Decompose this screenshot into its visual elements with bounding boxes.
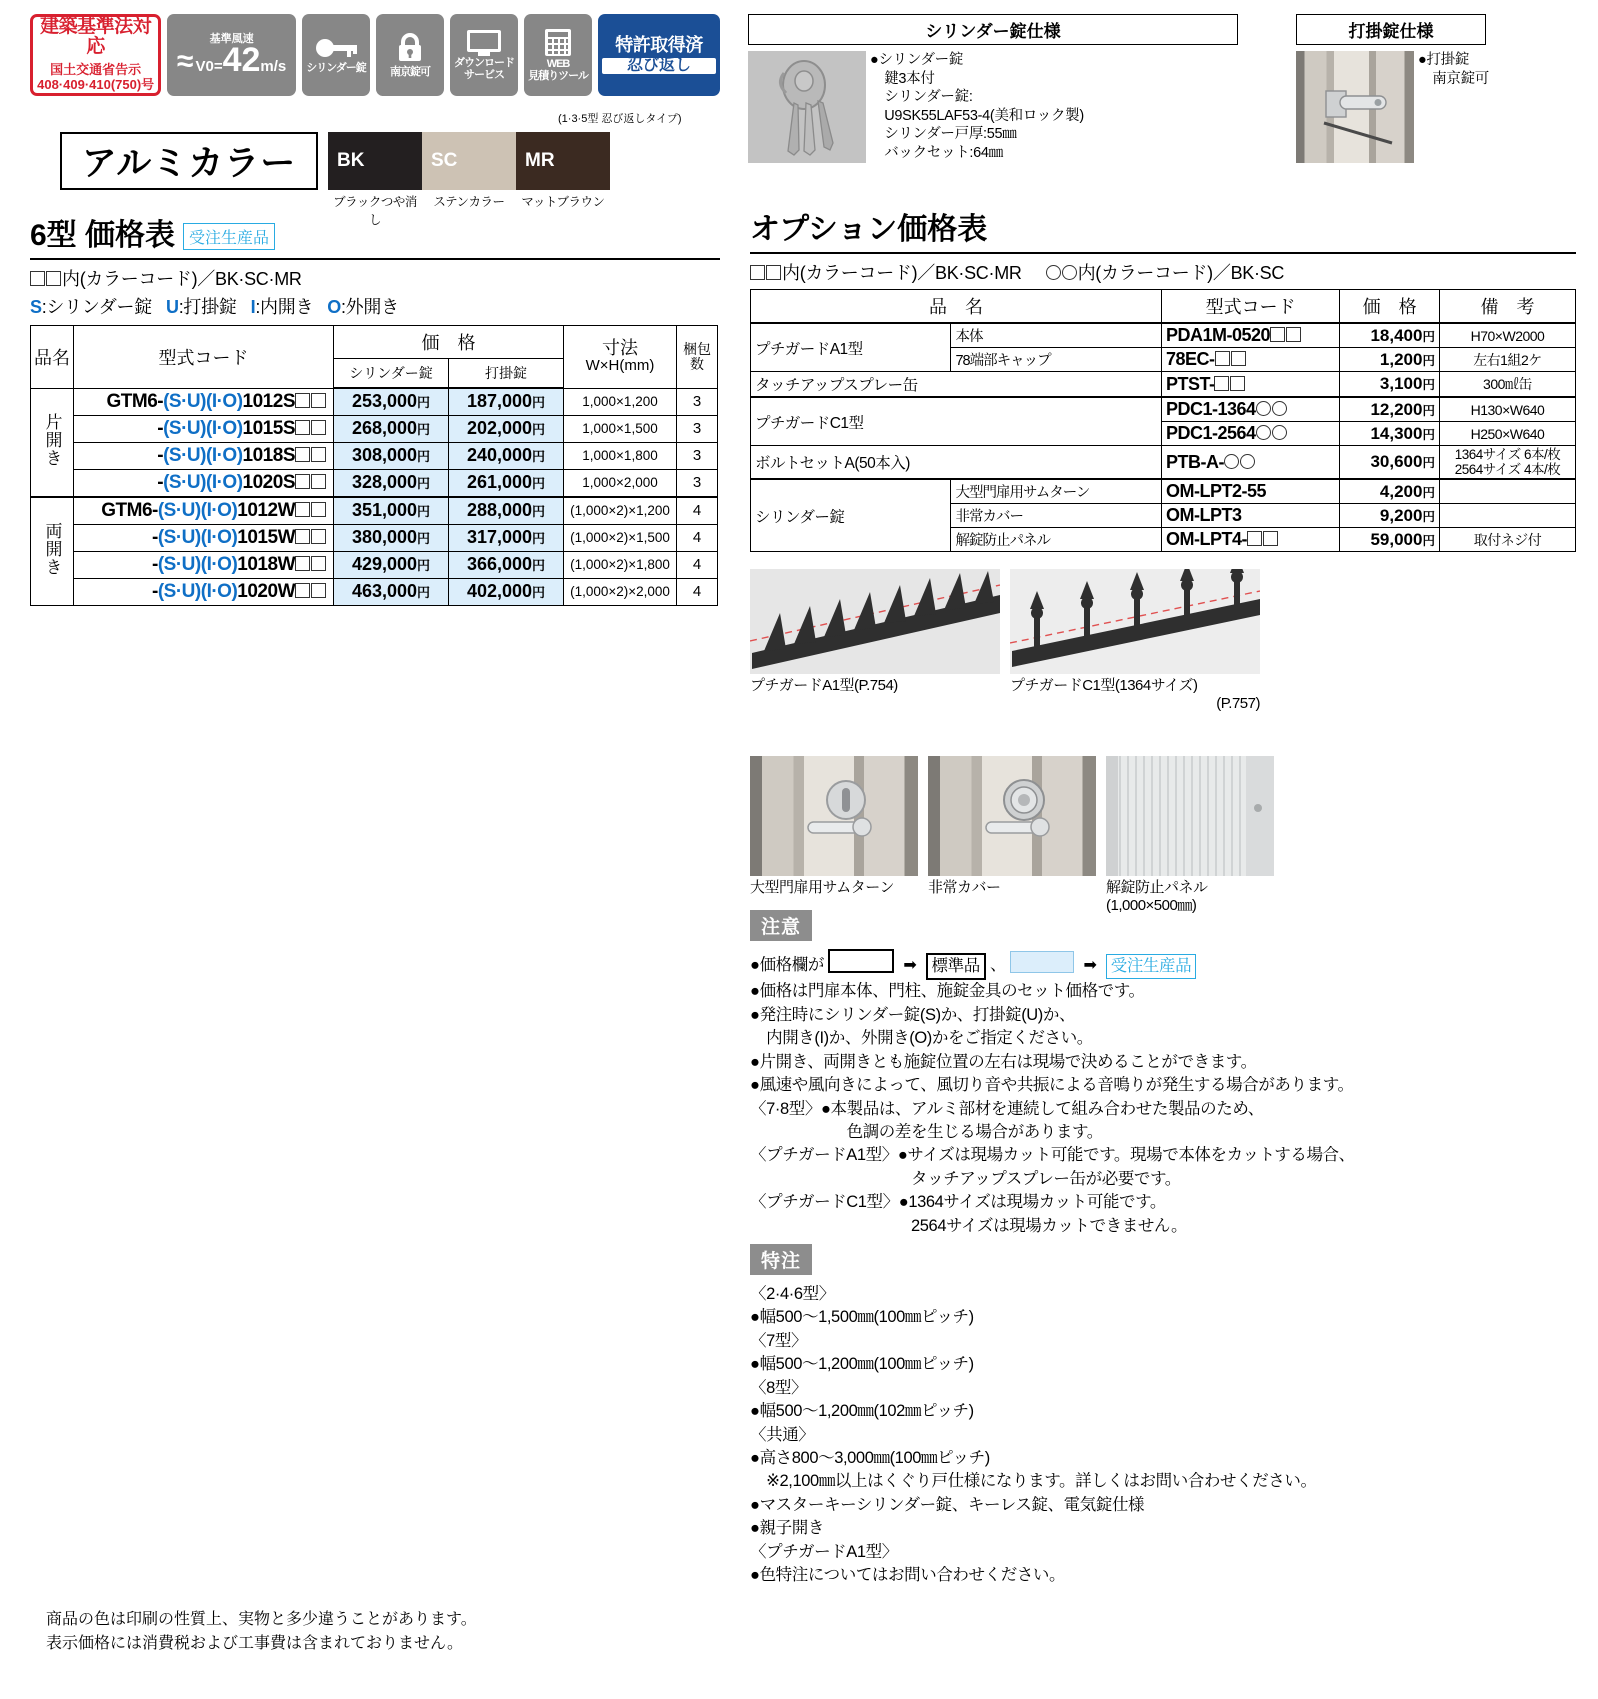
square-mark-icon <box>311 393 326 408</box>
swatch-chip: SC <box>422 132 516 190</box>
wind-value: 42 <box>222 40 261 79</box>
badge-download-service <box>450 14 518 96</box>
option-code-text-1: 内(カラーコード)／BK·SC·MR <box>782 263 1022 283</box>
cell-package-count: 4 <box>677 551 718 578</box>
cell-model-code: PTB-A- <box>1161 446 1339 480</box>
square-mark-icon <box>1215 351 1230 366</box>
calculator-icon <box>543 28 573 58</box>
product-image-thumbturn <box>750 756 918 897</box>
law-notice-line1: 国土交通省告示 <box>50 62 142 77</box>
square-mark-icon <box>311 529 326 544</box>
cell-dimension: (1,000×2)×1,200 <box>564 497 677 525</box>
col-header-name: 品名 <box>31 326 74 389</box>
made-to-order-tag: 受注生産品 <box>1106 954 1197 979</box>
circle-mark-icon <box>1272 425 1287 440</box>
cylinder-spec-caption: シリンダー錠仕様 <box>748 14 1238 45</box>
special-item-7: ●高さ800〜3,000㎜(100㎜ピッチ) <box>750 1448 990 1467</box>
cell-dimension: (1,000×2)×2,000 <box>564 578 677 605</box>
cell-model-code: -(S·U)(I·O)1018W <box>74 551 334 578</box>
cell-price: 14,300円 <box>1340 422 1440 446</box>
square-mark-icon <box>1231 351 1246 366</box>
cell-package-count: 3 <box>677 469 718 497</box>
latch-line-1: 南京錠可 <box>1418 70 1489 87</box>
table-row <box>751 446 1576 480</box>
patent-title: 特許取得済 <box>615 34 703 55</box>
table-row <box>31 469 718 497</box>
cell-price-latch: 261,000円 <box>449 469 564 497</box>
caution-item-3: ●片開き、両開きとも施錠位置の左右は現場で決めることができます。 <box>750 1052 1257 1071</box>
square-mark-icon <box>295 393 310 408</box>
square-mark-icon <box>311 420 326 435</box>
latch-photo <box>1296 51 1414 163</box>
cell-price-cylinder: 463,000円 <box>334 578 449 605</box>
cell-price: 9,200円 <box>1340 504 1440 528</box>
swatch-name: ステンカラー <box>433 195 505 209</box>
cell-product-subname: 本体 <box>951 323 1162 348</box>
special-order-tag: 特注 <box>750 1244 812 1275</box>
lock-legend: S:シリンダー錠 U:打掛錠 I:内開き O:外開き <box>30 297 399 317</box>
table-row <box>751 479 1576 504</box>
cell-remark <box>1439 504 1575 528</box>
cylinder-spec-box <box>748 14 1238 163</box>
caution-item-2: 内開き(I)か、外開き(O)かをご指定ください。 <box>750 1029 1093 1048</box>
special-item-4: 〈8型〉 <box>750 1378 808 1397</box>
special-item-11: 〈プチガードA1型〉 <box>750 1542 898 1561</box>
cell-model-code: PDC1-2564 <box>1161 422 1339 446</box>
legend-key-u: U <box>166 297 179 317</box>
circle-mark-icon <box>1256 401 1271 416</box>
circle-mark-icon <box>1046 265 1061 280</box>
legend-text-u: 打掛錠 <box>183 297 237 317</box>
square-mark-icon <box>295 583 310 598</box>
table-row <box>31 388 718 415</box>
wind-unit: m/s <box>260 57 287 75</box>
latch-spec-text <box>1418 51 1489 163</box>
cell-package-count: 4 <box>677 524 718 551</box>
circle-mark-icon <box>1062 265 1077 280</box>
cell-price: 12,200円 <box>1340 397 1440 422</box>
cyl-line-3: U9SK55LAF53-4(美和ロック製) <box>870 107 1084 124</box>
cell-remark: 左右1組2ケ <box>1439 348 1575 372</box>
special-item-6: 〈共通〉 <box>750 1425 815 1444</box>
badge-wind-speed <box>167 14 296 96</box>
option-code-text-2: 内(カラーコード)／BK·SC <box>1077 263 1285 283</box>
cell-product-group: シリンダー錠 <box>751 479 951 552</box>
padlock-icon <box>393 31 427 65</box>
square-mark-icon <box>46 271 61 286</box>
option-price-table <box>750 289 1576 552</box>
special-item-10: ●親子開き <box>750 1519 824 1538</box>
cell-remark: H250×W640 <box>1439 422 1575 446</box>
cell-remark: 1364サイズ 6本/枚 2564サイズ 4本/枚 <box>1439 446 1575 480</box>
special-item-9: ●マスターキーシリンダー錠、キーレス錠、電気錠仕様 <box>750 1495 1145 1514</box>
cell-model-code: -(S·U)(I·O)1020W <box>74 578 334 605</box>
product-image-emergency-cover <box>928 756 1096 897</box>
white-price-box-sample <box>828 949 894 973</box>
square-mark-icon <box>311 502 326 517</box>
cell-model-code: -(S·U)(I·O)1018S <box>74 442 334 469</box>
special-item-8: ※2,100㎜以上はくぐり戸仕様になります。詳しくはお問い合わせください。 <box>750 1472 1317 1491</box>
guard-a1-caption: プチガードA1型(P.754) <box>750 677 898 694</box>
square-mark-icon <box>295 529 310 544</box>
emergency-cover-caption: 非常カバー <box>928 879 1001 896</box>
cyl-line-0: ●シリンダー錠 <box>870 52 964 68</box>
badge-padlock <box>376 14 444 96</box>
special-item-1: ●幅500〜1,500㎜(100㎜ピッチ) <box>750 1308 974 1327</box>
legend-key-i: I <box>250 297 256 317</box>
square-mark-icon <box>311 447 326 462</box>
web-label-2: 見積りツール <box>528 70 588 82</box>
cell-price-latch: 240,000円 <box>449 442 564 469</box>
opt-col-header-model: 型式コード <box>1161 290 1339 324</box>
cyl-line-5: バックセット:64㎜ <box>870 144 1003 161</box>
divider <box>750 252 1576 254</box>
square-mark-icon <box>295 502 310 517</box>
footer-line-2: 表示価格には消費税および工事費は含まれておりません。 <box>46 1635 463 1652</box>
cell-price: 30,600円 <box>1340 446 1440 480</box>
cell-model-code: GTM6-(S·U)(I·O)1012W <box>74 497 334 525</box>
wind-label: 基準風速 <box>209 33 254 46</box>
caution-item-1: ●発注時にシリンダー錠(S)か、打掛錠(U)か、 <box>750 1005 1076 1024</box>
cell-model-code: PTST- <box>1161 372 1339 398</box>
cell-package-count: 4 <box>677 497 718 525</box>
special-item-2: 〈7型〉 <box>750 1331 808 1350</box>
caution-item-8: タッチアップスプレー缶が必要です。 <box>750 1169 1181 1188</box>
caution-notes <box>750 949 1570 1238</box>
table-row <box>31 442 718 469</box>
cell-price-cylinder: 308,000円 <box>334 442 449 469</box>
square-mark-icon <box>30 271 45 286</box>
standard-product-tag: 標準品 <box>926 953 986 980</box>
caution-price-box-line <box>750 949 1570 980</box>
swatch-name: マットブラウン <box>521 195 605 209</box>
cyl-line-4: シリンダー戸厚:55㎜ <box>870 126 1017 143</box>
swatch-chip: BK <box>328 132 422 190</box>
option-color-code-note <box>750 259 1576 285</box>
cyl-line-1: 鍵3本付 <box>870 70 935 87</box>
cell-price: 3,100円 <box>1340 372 1440 398</box>
caution-item-5: 〈7·8型〉●本製品は、アルミ部材を連続して組み合わせた製品のため、 <box>750 1099 1264 1118</box>
swatch-name: ブラックつや消し <box>333 195 417 227</box>
cell-price-latch: 202,000円 <box>449 415 564 442</box>
table-row <box>31 578 718 605</box>
table-row <box>31 551 718 578</box>
cell-model-code: PDC1-1364 <box>1161 397 1339 422</box>
cell-model-code: -(S·U)(I·O)1015W <box>74 524 334 551</box>
cell-model-code: OM-LPT3 <box>1161 504 1339 528</box>
cell-price-cylinder: 429,000円 <box>334 551 449 578</box>
panel-caption-line1: 解錠防止パネル <box>1106 879 1208 896</box>
guard-c1-caption-line2: (P.757) <box>1216 695 1260 712</box>
square-mark-icon <box>311 474 326 489</box>
square-mark-icon <box>1247 531 1262 546</box>
legend-key-o: O <box>327 297 341 317</box>
cell-product-group: ボルトセットA(50本入) <box>751 446 1162 480</box>
patent-subtitle: 忍び返し <box>602 58 716 75</box>
col-header-price-latch: 打掛錠 <box>449 359 564 389</box>
table-row <box>751 372 1576 398</box>
table-row <box>31 415 718 442</box>
legend-text-o: 外開き <box>345 297 399 317</box>
special-order-block <box>750 1244 1570 1587</box>
product-image-guard-c1 <box>1010 569 1260 713</box>
table-row <box>31 497 718 525</box>
padlock-badge-label: 南京錠可 <box>390 66 430 79</box>
arrow-icon: ➡ <box>903 957 917 974</box>
cell-dimension: (1,000×2)×1,800 <box>564 551 677 578</box>
caution-separator: 、 <box>990 956 1007 974</box>
cell-dimension: 1,000×1,500 <box>564 415 677 442</box>
special-item-0: 〈2·4·6型〉 <box>750 1285 835 1303</box>
latch-line-0: ●打掛錠 <box>1418 52 1470 68</box>
monitor-icon <box>465 29 503 57</box>
option-section-title: オプション価格表 <box>750 213 988 246</box>
patent-note: (1·3·5型 忍び返しタイプ) <box>558 113 682 125</box>
footer-line-1: 商品の色は印刷の性質上、実物と多少違うことがあります。 <box>46 1611 477 1628</box>
row-group-label: 片開き <box>31 388 74 497</box>
badge-web-estimate <box>524 14 592 96</box>
caution-tag: 注意 <box>750 910 812 941</box>
square-mark-icon <box>1270 327 1285 342</box>
circle-mark-icon <box>1272 401 1287 416</box>
cell-model-code: -(S·U)(I·O)1020S <box>74 469 334 497</box>
cell-dimension: (1,000×2)×1,500 <box>564 524 677 551</box>
law-title: 建築基準法対応 <box>40 16 152 58</box>
cell-product-group: タッチアップスプレー缶 <box>751 372 1162 398</box>
opt-col-header-price: 価 格 <box>1340 290 1440 324</box>
feature-badge-row <box>30 14 720 96</box>
cell-model-code: 78EC- <box>1161 348 1339 372</box>
cell-price-cylinder: 253,000円 <box>334 388 449 415</box>
special-item-5: ●幅500〜1,200㎜(102㎜ピッチ) <box>750 1402 974 1421</box>
download-label-2: サービス <box>464 69 505 81</box>
opt-col-header-name: 品 名 <box>751 290 1162 324</box>
cell-model-code: GTM6-(S·U)(I·O)1012S <box>74 388 334 415</box>
cell-dimension: 1,000×1,200 <box>564 388 677 415</box>
cell-remark: H130×W640 <box>1439 397 1575 422</box>
price-table <box>30 325 718 606</box>
page-footer <box>46 1608 477 1656</box>
key-icon <box>313 35 359 61</box>
alumi-color-title: アルミカラー <box>60 132 318 190</box>
col-header-pack-2: 数 <box>690 355 704 372</box>
cell-price-latch: 288,000円 <box>449 497 564 525</box>
special-item-3: ●幅500〜1,200㎜(100㎜ピッチ) <box>750 1355 974 1374</box>
col-header-dim: 寸法 <box>602 337 638 358</box>
circle-mark-icon <box>1240 454 1255 469</box>
caution-item-9: 〈プチガードC1型〉●1364サイズは現場カット可能です。 <box>750 1193 1167 1212</box>
caution-item-10: 2564サイズは現場カットできません。 <box>750 1216 1188 1235</box>
square-mark-icon <box>295 474 310 489</box>
thumbturn-caption: 大型門扉用サムターン <box>750 879 894 896</box>
cell-model-code: -(S·U)(I·O)1015S <box>74 415 334 442</box>
product-image-anti-unlock-panel <box>1106 756 1274 915</box>
guard-c1-caption-line1: プチガードC1型(1364サイズ) <box>1010 677 1198 694</box>
right-column <box>748 14 1578 1585</box>
cyl-line-2: シリンダー錠: <box>870 89 973 106</box>
caution-block <box>750 910 1570 1238</box>
download-label-1: ダウンロード <box>454 56 515 69</box>
arrow-icon: ➡ <box>1083 957 1097 974</box>
caution-item-0: ●価格は門扉本体、門柱、施錠金具のセット価格です。 <box>750 982 1145 1001</box>
cell-price-latch: 402,000円 <box>449 578 564 605</box>
cell-remark: H70×W2000 <box>1439 323 1575 348</box>
square-mark-icon <box>311 556 326 571</box>
cell-package-count: 3 <box>677 415 718 442</box>
cell-price-cylinder: 268,000円 <box>334 415 449 442</box>
keys-photo <box>748 51 866 163</box>
cylinder-spec-text <box>870 51 1084 163</box>
square-mark-icon <box>311 583 326 598</box>
color-code-note <box>30 265 720 291</box>
made-to-order-tag: 受注生産品 <box>183 223 275 250</box>
square-mark-icon <box>295 420 310 435</box>
col-header-price-cylinder: シリンダー錠 <box>334 359 449 389</box>
cell-product-subname: 解錠防止パネル <box>951 528 1162 552</box>
cell-package-count: 3 <box>677 442 718 469</box>
lock-spec-row <box>748 14 1578 163</box>
col-header-model: 型式コード <box>74 326 334 389</box>
option-table-section <box>750 204 1576 552</box>
price-table-section <box>30 210 720 606</box>
color-code-text: 内(カラーコード)／BK·SC·MR <box>62 269 302 289</box>
col-header-price: 価 格 <box>334 326 564 359</box>
col-header-pack-1: 梱包 <box>683 341 711 358</box>
special-item-12: ●色特注についてはお問い合わせください。 <box>750 1566 1066 1585</box>
cell-product-group: プチガードA1型 <box>751 323 951 372</box>
cell-product-subname: 大型門扉用サムターン <box>951 479 1162 504</box>
square-mark-icon <box>1286 327 1301 342</box>
cell-product-group: プチガードC1型 <box>751 397 1162 446</box>
law-notice-line2: 408·409·410(750)号 <box>37 76 155 92</box>
cell-package-count: 3 <box>677 388 718 415</box>
latch-spec-box <box>1252 14 1542 163</box>
panel-caption-line2: (1,000×500㎜) <box>1106 897 1197 914</box>
caution-item-4: ●風速や風向きによって、風切り音や共振による音鳴りが発生する場合があります。 <box>750 1076 1354 1095</box>
cell-model-code: OM-LPT2-55 <box>1161 479 1339 504</box>
square-mark-icon <box>766 265 781 280</box>
cell-price: 59,000円 <box>1340 528 1440 552</box>
cell-package-count: 4 <box>677 578 718 605</box>
circle-mark-icon <box>1224 454 1239 469</box>
badge-building-standards-law <box>30 14 161 96</box>
cell-price-cylinder: 328,000円 <box>334 469 449 497</box>
row-group-label: 両開き <box>31 497 74 606</box>
swatch-chip: MR <box>516 132 610 190</box>
cell-dimension: 1,000×1,800 <box>564 442 677 469</box>
square-mark-icon <box>295 556 310 571</box>
col-header-dim-sub: W×H(mm) <box>585 357 655 375</box>
cell-price: 4,200円 <box>1340 479 1440 504</box>
cell-remark: 300㎖缶 <box>1439 372 1575 398</box>
cell-remark <box>1439 479 1575 504</box>
option-section-header <box>750 204 1576 248</box>
caution-pre-text: ●価格欄が <box>750 956 824 974</box>
cell-remark: 取付ネジ付 <box>1439 528 1575 552</box>
caution-item-7: 〈プチガードA1型〉●サイズは現場カット可能です。現場で本体をカットする場合、 <box>750 1146 1355 1165</box>
cylinder-badge-label: シリンダー錠 <box>306 62 366 75</box>
table-row <box>31 524 718 551</box>
legend-text-i: 内開き <box>260 297 314 317</box>
legend-key-s: S <box>30 297 42 317</box>
latch-spec-caption: 打掛錠仕様 <box>1296 14 1486 45</box>
price-section-header <box>30 210 720 254</box>
cell-price: 18,400円 <box>1340 323 1440 348</box>
approx-icon: ≈ <box>177 44 194 78</box>
cell-dimension: 1,000×2,000 <box>564 469 677 497</box>
badge-cylinder-lock <box>302 14 370 96</box>
cell-model-code: PDA1M-0520 <box>1161 323 1339 348</box>
circle-mark-icon <box>1256 425 1271 440</box>
legend-text-s: シリンダー錠 <box>46 297 152 317</box>
web-label-1: WEB <box>546 57 570 70</box>
cell-price-cylinder: 351,000円 <box>334 497 449 525</box>
guard-c1-caption <box>1010 677 1260 713</box>
product-image-guard-a1 <box>750 569 1000 695</box>
cell-product-subname: 78端部キャップ <box>951 348 1162 372</box>
cell-price-cylinder: 380,000円 <box>334 524 449 551</box>
opt-col-header-remark: 備 考 <box>1439 290 1575 324</box>
cell-price-latch: 317,000円 <box>449 524 564 551</box>
caution-item-6: 色調の差を生じる場合があります。 <box>750 1122 1103 1141</box>
square-mark-icon <box>1263 531 1278 546</box>
table-row <box>751 397 1576 422</box>
cell-price-latch: 187,000円 <box>449 388 564 415</box>
left-column <box>30 14 720 602</box>
special-order-notes <box>750 1283 1570 1587</box>
square-mark-icon <box>750 265 765 280</box>
price-section-title: 6型 価格表 <box>30 219 176 252</box>
cell-price-latch: 366,000円 <box>449 551 564 578</box>
cell-price: 1,200円 <box>1340 348 1440 372</box>
square-mark-icon <box>1214 376 1229 391</box>
badge-patent <box>598 14 720 96</box>
table-row <box>751 323 1576 348</box>
cell-model-code: OM-LPT4- <box>1161 528 1339 552</box>
square-mark-icon <box>1230 376 1245 391</box>
blue-price-box-sample <box>1010 951 1074 973</box>
cell-product-subname: 非常カバー <box>951 504 1162 528</box>
square-mark-icon <box>295 447 310 462</box>
wind-v0-label: V0= <box>195 57 223 75</box>
divider <box>30 258 720 260</box>
